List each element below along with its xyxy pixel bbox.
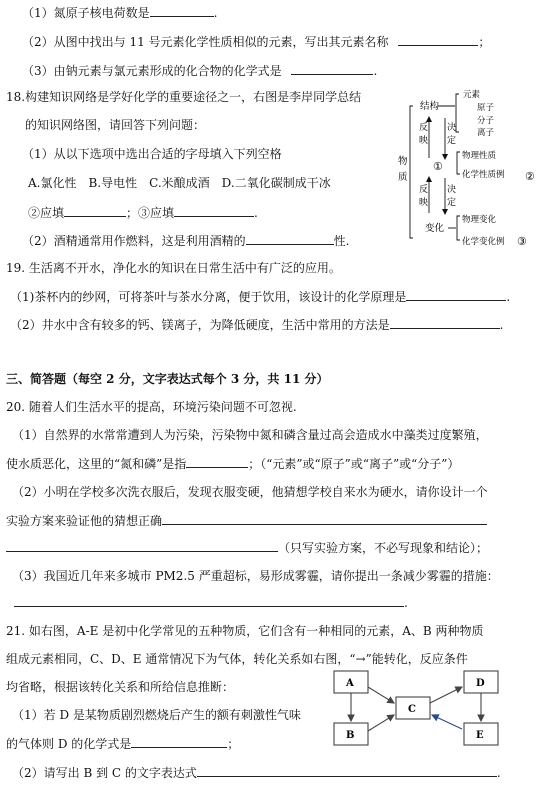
label-e: E (476, 730, 484, 741)
node-bianhua: 变化 (425, 223, 445, 234)
label-c: C (408, 704, 416, 715)
node-wuli-bianhua: 物理变化 (462, 215, 497, 225)
circle-3: ③ (517, 235, 527, 248)
q18-part1: （1）从以下选项中选出合适的字母填入下列空格 (22, 147, 282, 161)
label-fanying-2a: 反 (419, 185, 429, 195)
q21-part1-cont: 的气体则 D 的化学式是 ； (6, 737, 240, 751)
answer-blank[interactable] (64, 204, 126, 217)
circle-1: ① (433, 160, 443, 173)
label-b: B (346, 730, 355, 741)
arrow-e-c (432, 715, 462, 729)
q20-part1: （1）自然界的水常常遭到人为污染，污染物中氮和磷含量过高会造成水中藻类过度繁殖， (12, 428, 488, 442)
knowledge-network-diagram (393, 88, 543, 256)
circle-2: ② (525, 170, 535, 183)
section-3-heading: 三、简答题（每空 2 分，文字表达式每个 3 分，共 11 分） (6, 372, 329, 386)
q20-part2-cont2: （只写实验方案，不必写现象和结论）； (6, 539, 488, 556)
q17-part1: （1）氮原子核电荷数是 . (22, 6, 218, 20)
q20-part2: （2）小明在学校多次洗衣服后，发现衣服变硬，他猜想学校自来水为硬水，请你设计一个 (12, 485, 488, 499)
label-d: D (476, 678, 485, 689)
node-yuanzi: 原子 (477, 103, 495, 113)
q20-stem: 20. 随着人们生活水平的提高，环境污染问题不可忽视. (6, 400, 297, 414)
q18-options: A.氯化性 B.导电性 C.米酿成酒 D.二氧化碳制成干冰 (28, 176, 331, 190)
q21-stem-cont2: 均省略，根据该转化关系和所给信息推断： (6, 680, 235, 694)
node-lizi: 离子 (477, 128, 495, 138)
label-fanying-1a: 反 (419, 123, 429, 133)
answer-blank[interactable] (186, 455, 248, 468)
node-yuansu: 元素 (463, 90, 481, 100)
node-wuli-xingzhi: 物理性质 (462, 151, 497, 161)
transform-diagram (330, 667, 512, 749)
answer-blank[interactable] (406, 288, 506, 301)
arrow-c-d (430, 687, 462, 703)
answer-blank[interactable] (197, 764, 497, 777)
node-jiegou: 结构 (420, 101, 440, 112)
label-a: A (346, 678, 354, 689)
q21-stem-cont: 组成元素相同，C、D、E 通常情况下为气体，转化关系如右图，“→”能转化，反应条件 (6, 652, 468, 666)
q20-part2-cont: 实验方案来验证他的猜想正确 (6, 512, 487, 529)
arrow-a-c (368, 687, 394, 703)
answer-blank[interactable] (6, 539, 278, 552)
q19-part2: （2）井水中含有较多的钙、镁离子，为降低硬度，生活中常用的方法是 . (10, 318, 504, 332)
node-fenzi: 分子 (477, 116, 495, 126)
answer-blank[interactable] (398, 33, 478, 46)
answer-blank[interactable] (14, 594, 404, 607)
q21-part1: （1）若 D 是某物质剧烈燃烧后产生的额有刺激性气味 (12, 708, 301, 722)
q18-part2: （2）酒精通常用作燃料，这是利用酒精的 性. (22, 234, 350, 248)
q20-part3: （3）我国近几年来多城市 PM2.5 严重超标，易形成雾霾，请你提出一条减少雾霾的措施： (12, 569, 499, 583)
label-jueding-2b: 定 (447, 198, 457, 208)
q20-part1-cont: 使水质恶化，这里的“氮和磷”是指 ；（“元素”或“原子”或“离子”或“分子”） (6, 457, 460, 471)
label-jueding-1b: 定 (447, 136, 457, 146)
answer-blank[interactable] (131, 735, 227, 748)
q18-stem-cont: 的知识网络图，请回答下列问题： (25, 118, 206, 132)
q18-blanks: ②应填 ；③应填 . (28, 206, 258, 220)
node-root-b: 质 (398, 172, 408, 183)
answer-blank[interactable] (246, 232, 334, 245)
answer-blank[interactable] (174, 204, 254, 217)
q21-stem: 21. 如右图，A-E 是初中化学常见的五种物质，它们含有一种相同的元素，A、B 两种物质 (6, 624, 484, 638)
arrow-b-c (368, 715, 394, 731)
label-jueding-2a: 决 (447, 185, 457, 195)
label-fanying-1b: 映 (419, 136, 429, 146)
answer-blank[interactable] (291, 62, 373, 75)
q18-stem: 18.构建知识网络是学好化学的重要途径之一，右图是李岸同学总结 (6, 90, 362, 104)
q17-part3: （3）由钠元素与氯元素形成的化合物的化学式是 . (22, 64, 378, 78)
node-huaxue-bianhua: 化学变化例 (462, 237, 505, 247)
label-jueding-1a: 决 (447, 123, 457, 133)
answer-blank[interactable] (150, 4, 214, 17)
q20-part3-blank: . (14, 594, 408, 611)
answer-blank[interactable] (162, 512, 487, 525)
node-root-a: 物 (398, 156, 408, 167)
q17-part2: （2）从图中找出与 11 号元素化学性质相似的元素，写出其元素名称 ； (22, 35, 491, 49)
node-huaxue-xingzhi: 化学性质例 (462, 170, 505, 180)
q21-part2: （2）请写出 B 到 C 的文字表达式 . (12, 766, 501, 780)
q19-part1: （1)茶杯内的纱网，可将茶叶与茶水分离，便于饮用，该设计的化学原理是 . (10, 290, 511, 304)
answer-blank[interactable] (390, 316, 500, 329)
label-fanying-2b: 映 (419, 198, 429, 208)
q19-stem: 19. 生活离不开水，净化水的知识在日常生活中有广泛的应用。 (6, 261, 341, 275)
